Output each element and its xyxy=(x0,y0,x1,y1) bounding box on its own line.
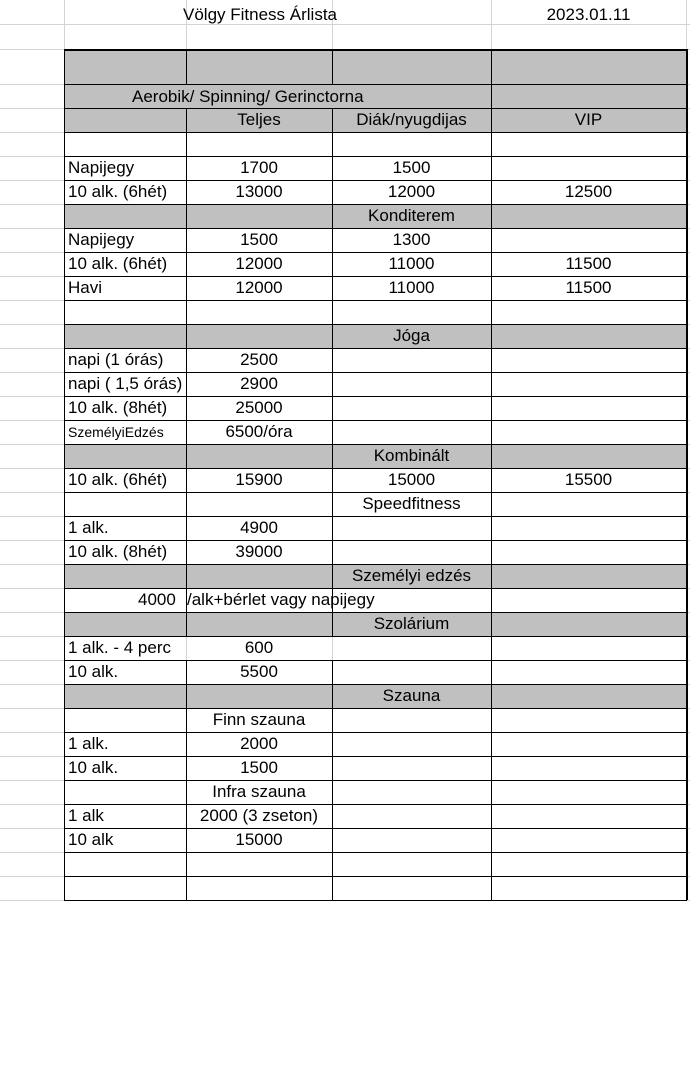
cell-border xyxy=(186,564,187,588)
cell-border xyxy=(186,852,187,876)
cell-border xyxy=(64,780,687,781)
cell-border xyxy=(64,564,65,588)
cell-border xyxy=(686,876,688,900)
cell-border xyxy=(64,276,65,300)
cell-border xyxy=(686,420,688,444)
cell-value xyxy=(491,372,686,396)
cell-border xyxy=(64,372,65,396)
cell-border xyxy=(186,300,187,324)
cell-border xyxy=(64,852,687,853)
cell-value: 2000 xyxy=(240,734,278,753)
cell-border xyxy=(686,132,688,156)
cell-border xyxy=(64,900,687,901)
cell-border xyxy=(64,732,65,756)
cell-value: 12000 xyxy=(235,278,283,297)
cell-border xyxy=(686,756,688,780)
cell-border xyxy=(686,300,688,324)
cell-value: 1500 xyxy=(240,758,278,777)
cell-border xyxy=(491,708,492,732)
row-label: 10 alk xyxy=(68,830,114,849)
cell-border xyxy=(332,300,333,324)
cell-border xyxy=(332,876,333,900)
shaded-row xyxy=(64,49,686,84)
cell-border xyxy=(686,852,688,876)
cell-border xyxy=(491,324,492,348)
sheet-title: Völgy Fitness Árlista xyxy=(183,5,337,24)
row-label: napi (1 órás) xyxy=(68,350,164,369)
cell-border xyxy=(332,132,333,156)
cell-border xyxy=(686,828,688,852)
cell-border xyxy=(64,804,65,828)
cell-border xyxy=(491,876,492,900)
section-title: Aerobik/ Spinning/ Gerinctorna xyxy=(132,87,364,106)
cell-border xyxy=(64,49,65,84)
row-label: 1 alk. xyxy=(68,734,109,753)
cell-border xyxy=(686,660,688,684)
cell-border xyxy=(686,468,688,492)
cell-border xyxy=(491,204,492,228)
cell-border xyxy=(64,84,65,108)
cell-value: 15000 xyxy=(235,830,283,849)
cell-border xyxy=(64,684,65,708)
row-label: 1 alk. - 4 perc xyxy=(68,638,171,657)
cell-value xyxy=(332,516,491,540)
cell-value: 1500 xyxy=(240,230,278,249)
cell-border xyxy=(491,420,492,444)
cell-value xyxy=(491,516,686,540)
cell-border xyxy=(491,612,492,636)
cell-value: 1500 xyxy=(392,158,431,177)
row-label: 1 alk. xyxy=(68,518,109,537)
cell-border xyxy=(64,156,65,180)
cell-border xyxy=(686,492,688,516)
cell-border xyxy=(64,828,65,852)
subsection-title: Infra szauna xyxy=(212,782,306,801)
cell-border xyxy=(686,636,688,660)
cell-value xyxy=(332,756,491,780)
cell-border xyxy=(686,156,688,180)
cell-border xyxy=(686,372,688,396)
cell-border xyxy=(686,684,688,708)
row-label: 10 alk. (8hét) xyxy=(68,542,168,561)
cell-border xyxy=(186,612,187,636)
cell-value xyxy=(491,156,686,180)
cell-border xyxy=(186,684,187,708)
cell-border xyxy=(64,612,65,636)
row-label: 10 alk. xyxy=(68,662,119,681)
cell-value: 2500 xyxy=(240,350,278,369)
cell-border xyxy=(686,540,688,564)
cell-border xyxy=(686,516,688,540)
cell-value: 6500/óra xyxy=(225,422,293,441)
section-title: Kombinált xyxy=(373,446,450,465)
row-label: 1 alk xyxy=(68,806,104,825)
cell-border xyxy=(686,588,688,612)
cell-border xyxy=(491,684,492,708)
cell-border xyxy=(491,300,492,324)
cell-value: 13000 xyxy=(235,182,283,201)
row-label: Napijegy xyxy=(68,158,135,177)
cell-border xyxy=(686,276,688,300)
cell-value xyxy=(491,348,686,372)
cell-border xyxy=(186,49,187,84)
cell-border xyxy=(686,396,688,420)
cell-border xyxy=(64,300,65,324)
cell-border xyxy=(64,468,65,492)
cell-border xyxy=(491,780,492,804)
cell-border xyxy=(491,49,492,84)
cell-border xyxy=(686,252,688,276)
cell-border xyxy=(686,708,688,732)
cell-border xyxy=(686,204,688,228)
sheet-date: 2023.01.11 xyxy=(546,5,631,24)
cell-value xyxy=(491,732,686,756)
cell-border xyxy=(686,324,688,348)
cell-value xyxy=(491,828,686,852)
cell-border xyxy=(186,132,187,156)
cell-value xyxy=(491,540,686,564)
cell-value: 11500 xyxy=(565,278,612,297)
cell-border xyxy=(64,660,65,684)
cell-value xyxy=(332,828,491,852)
cell-border xyxy=(64,516,65,540)
row-label: napi ( 1,5 órás) xyxy=(68,374,183,393)
cell-border xyxy=(64,180,65,204)
cell-border xyxy=(491,444,492,468)
cell-border xyxy=(686,180,688,204)
cell-border xyxy=(491,564,492,588)
section-title: Szauna xyxy=(382,686,441,705)
cell-border xyxy=(686,804,688,828)
cell-border xyxy=(186,876,187,900)
cell-border xyxy=(186,324,187,348)
cell-value: 15500 xyxy=(564,470,613,489)
cell-border xyxy=(64,852,65,876)
cell-value: 11000 xyxy=(388,278,435,297)
column-header: Diák/nyugdijas xyxy=(356,110,467,129)
cell-value xyxy=(332,636,491,660)
cell-border xyxy=(64,204,65,228)
column-header: VIP xyxy=(574,110,603,129)
cell-value: 5500 xyxy=(240,662,278,681)
cell-value: 4900 xyxy=(240,518,278,537)
row-label: Napijegy xyxy=(68,230,135,249)
cell-border xyxy=(686,444,688,468)
cell-border xyxy=(64,252,65,276)
cell-border xyxy=(491,492,492,516)
section-title: Konditerem xyxy=(368,206,455,225)
column-header: Teljes xyxy=(237,110,281,129)
cell-border xyxy=(186,204,187,228)
row-label: 10 alk. xyxy=(68,758,119,777)
cell-value: 1300 xyxy=(392,230,431,249)
row-label: Havi xyxy=(68,278,103,297)
cell-border xyxy=(64,132,65,156)
cell-border xyxy=(186,444,187,468)
cell-value: 15000 xyxy=(387,470,436,489)
cell-border xyxy=(491,132,492,156)
subsection-title: Finn szauna xyxy=(212,710,306,729)
section-title: Speedfitness xyxy=(362,494,461,513)
cell-value xyxy=(332,540,491,564)
cell-value xyxy=(491,396,686,420)
cell-border xyxy=(332,852,333,876)
cell-border xyxy=(64,444,65,468)
cell-value xyxy=(491,228,686,252)
row-label: SzemélyiEdzés xyxy=(68,424,164,440)
cell-value: 12000 xyxy=(235,254,283,273)
cell-border xyxy=(64,876,65,900)
cell-border xyxy=(686,108,688,132)
cell-value: 1700 xyxy=(240,158,278,177)
cell-border xyxy=(332,49,333,84)
cell-border xyxy=(491,852,492,876)
cell-border xyxy=(686,49,688,84)
cell-value xyxy=(332,348,491,372)
cell-border xyxy=(64,108,65,132)
cell-border xyxy=(64,348,65,372)
cell-border xyxy=(686,564,688,588)
cell-border xyxy=(686,732,688,756)
cell-value: 12500 xyxy=(564,182,613,201)
cell-value xyxy=(332,660,491,684)
cell-border xyxy=(186,492,187,516)
cell-value xyxy=(491,804,686,828)
cell-border xyxy=(64,588,65,612)
cell-border xyxy=(332,780,333,804)
cell-border xyxy=(64,708,687,709)
cell-border xyxy=(64,540,65,564)
cell-value xyxy=(332,396,491,420)
cell-border xyxy=(491,84,492,108)
cell-value: 25000 xyxy=(235,398,283,417)
cell-border xyxy=(686,84,688,108)
cell-border xyxy=(686,228,688,252)
cell-border xyxy=(332,420,333,444)
price-note: /alk+bérlet vagy napijegy xyxy=(187,590,375,609)
row-label: 10 alk. (6hét) xyxy=(68,470,168,489)
cell-border xyxy=(64,132,687,133)
cell-border xyxy=(64,876,687,877)
cell-border xyxy=(491,588,492,612)
cell-border xyxy=(64,324,65,348)
cell-border xyxy=(686,780,688,804)
cell-value: 11500 xyxy=(565,254,612,273)
cell-border xyxy=(64,708,65,732)
cell-border xyxy=(64,300,687,301)
cell-value xyxy=(491,660,686,684)
cell-border xyxy=(332,708,333,732)
cell-value xyxy=(332,372,491,396)
cell-border xyxy=(64,636,65,660)
section-title: Jóga xyxy=(393,326,430,345)
cell-border xyxy=(64,420,65,444)
cell-value: 39000 xyxy=(235,542,283,561)
section-title: Szolárium xyxy=(373,614,450,633)
cell-value: 15900 xyxy=(235,470,283,489)
cell-value xyxy=(491,636,686,660)
cell-border xyxy=(686,612,688,636)
cell-border xyxy=(686,348,688,372)
cell-value: 2000 (3 zseton) xyxy=(199,806,319,825)
cell-border xyxy=(64,396,65,420)
row-label: 10 alk. (6hét) xyxy=(68,182,168,201)
cell-border xyxy=(64,780,65,804)
cell-value: 12000 xyxy=(387,182,436,201)
section-title: Személyi edzés xyxy=(351,566,472,585)
price-value: 4000 xyxy=(138,590,176,609)
cell-value: 11000 xyxy=(388,254,435,273)
cell-value xyxy=(491,756,686,780)
cell-value xyxy=(332,732,491,756)
cell-border xyxy=(64,756,65,780)
cell-value xyxy=(332,804,491,828)
cell-border xyxy=(64,49,687,51)
cell-border xyxy=(64,228,65,252)
cell-value: 2900 xyxy=(240,374,278,393)
cell-border xyxy=(64,492,65,516)
row-label: 10 alk. (6hét) xyxy=(68,254,168,273)
cell-value: 600 xyxy=(244,638,274,657)
row-label: 10 alk. (8hét) xyxy=(68,398,168,417)
